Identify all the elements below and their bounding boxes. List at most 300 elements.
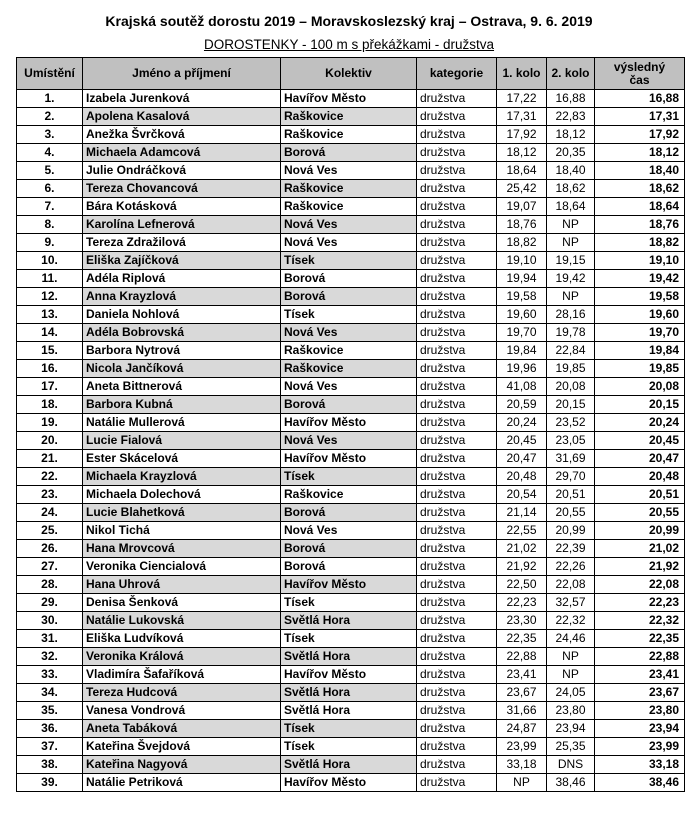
final-time-cell: 23,67 — [595, 684, 685, 702]
final-time-cell: 20,24 — [595, 414, 685, 432]
round2-cell: 16,88 — [547, 90, 595, 108]
name-cell: Eliška Zajíčková — [83, 252, 281, 270]
round1-cell: 19,10 — [497, 252, 547, 270]
table-row — [17, 612, 685, 630]
round1-cell: 33,18 — [497, 756, 547, 774]
round2-cell: NP — [547, 234, 595, 252]
rank-cell: 18. — [17, 396, 83, 414]
round2-cell: 22,83 — [547, 108, 595, 126]
round2-cell: 23,52 — [547, 414, 595, 432]
category-cell: družstva — [417, 198, 497, 216]
col-header-category: kategorie — [417, 58, 497, 90]
round2-cell: 24,46 — [547, 630, 595, 648]
team-cell: Raškovice — [281, 342, 417, 360]
table-row — [17, 756, 685, 774]
rank-cell: 35. — [17, 702, 83, 720]
name-cell: Kateřina Švejdová — [83, 738, 281, 756]
col-header-round1: 1. kolo — [497, 58, 547, 90]
round2-cell: 38,46 — [547, 774, 595, 792]
name-cell: Apolena Kasalová — [83, 108, 281, 126]
round1-cell: 21,14 — [497, 504, 547, 522]
rank-cell: 3. — [17, 126, 83, 144]
round1-cell: 19,96 — [497, 360, 547, 378]
round1-cell: NP — [497, 774, 547, 792]
rank-cell: 23. — [17, 486, 83, 504]
team-cell: Raškovice — [281, 108, 417, 126]
round1-cell: 20,24 — [497, 414, 547, 432]
table-row — [17, 702, 685, 720]
category-cell: družstva — [417, 288, 497, 306]
round2-cell: 19,42 — [547, 270, 595, 288]
rank-cell: 22. — [17, 468, 83, 486]
rank-cell: 32. — [17, 648, 83, 666]
name-cell: Aneta Tabáková — [83, 720, 281, 738]
team-cell: Světlá Hora — [281, 702, 417, 720]
team-cell: Borová — [281, 396, 417, 414]
col-header-final-line2: čas — [629, 72, 650, 87]
category-cell: družstva — [417, 666, 497, 684]
rank-cell: 9. — [17, 234, 83, 252]
final-time-cell: 17,92 — [595, 126, 685, 144]
category-cell: družstva — [417, 720, 497, 738]
table-row — [17, 252, 685, 270]
round2-cell: 22,84 — [547, 342, 595, 360]
table-row — [17, 648, 685, 666]
round1-cell: 23,41 — [497, 666, 547, 684]
table-row — [17, 432, 685, 450]
rank-cell: 36. — [17, 720, 83, 738]
name-cell: Tereza Zdražilová — [83, 234, 281, 252]
rank-cell: 31. — [17, 630, 83, 648]
round2-cell: 20,15 — [547, 396, 595, 414]
name-cell: Ester Skácelová — [83, 450, 281, 468]
name-cell: Tereza Chovancová — [83, 180, 281, 198]
round1-cell: 17,22 — [497, 90, 547, 108]
rank-cell: 19. — [17, 414, 83, 432]
rank-cell: 10. — [17, 252, 83, 270]
team-cell: Světlá Hora — [281, 684, 417, 702]
final-time-cell: 22,32 — [595, 612, 685, 630]
name-cell: Julie Ondráčková — [83, 162, 281, 180]
final-time-cell: 20,45 — [595, 432, 685, 450]
name-cell: Hana Mrovcová — [83, 540, 281, 558]
final-time-cell: 20,48 — [595, 468, 685, 486]
team-cell: Havířov Město — [281, 774, 417, 792]
round2-cell: 28,16 — [547, 306, 595, 324]
round1-cell: 23,30 — [497, 612, 547, 630]
final-time-cell: 16,88 — [595, 90, 685, 108]
name-cell: Aneta Bittnerová — [83, 378, 281, 396]
table-row — [17, 396, 685, 414]
rank-cell: 6. — [17, 180, 83, 198]
team-cell: Havířov Město — [281, 666, 417, 684]
name-cell: Lucie Fialová — [83, 432, 281, 450]
name-cell: Natálie Petriková — [83, 774, 281, 792]
final-time-cell: 18,76 — [595, 216, 685, 234]
team-cell: Raškovice — [281, 360, 417, 378]
table-row — [17, 216, 685, 234]
team-cell: Borová — [281, 540, 417, 558]
final-time-cell: 22,88 — [595, 648, 685, 666]
table-row — [17, 126, 685, 144]
table-row — [17, 720, 685, 738]
team-cell: Borová — [281, 288, 417, 306]
round2-cell: 18,64 — [547, 198, 595, 216]
round1-cell: 19,60 — [497, 306, 547, 324]
category-cell: družstva — [417, 252, 497, 270]
team-cell: Borová — [281, 558, 417, 576]
round1-cell: 22,55 — [497, 522, 547, 540]
final-time-cell: 18,12 — [595, 144, 685, 162]
round1-cell: 20,59 — [497, 396, 547, 414]
table-row — [17, 666, 685, 684]
name-cell: Hana Uhrová — [83, 576, 281, 594]
round1-cell: 25,42 — [497, 180, 547, 198]
final-time-cell: 18,82 — [595, 234, 685, 252]
table-row — [17, 288, 685, 306]
round2-cell: 20,99 — [547, 522, 595, 540]
round2-cell: 22,39 — [547, 540, 595, 558]
rank-cell: 33. — [17, 666, 83, 684]
team-cell: Nová Ves — [281, 378, 417, 396]
round1-cell: 17,31 — [497, 108, 547, 126]
table-row — [17, 486, 685, 504]
category-cell: družstva — [417, 234, 497, 252]
table-row — [17, 738, 685, 756]
table-row — [17, 90, 685, 108]
team-cell: Tísek — [281, 468, 417, 486]
round2-cell: NP — [547, 666, 595, 684]
category-cell: družstva — [417, 540, 497, 558]
team-cell: Nová Ves — [281, 234, 417, 252]
rank-cell: 25. — [17, 522, 83, 540]
round2-cell: NP — [547, 648, 595, 666]
round2-cell: 22,08 — [547, 576, 595, 594]
name-cell: Anna Krayzlová — [83, 288, 281, 306]
category-cell: družstva — [417, 162, 497, 180]
team-cell: Raškovice — [281, 180, 417, 198]
name-cell: Michaela Dolechová — [83, 486, 281, 504]
round2-cell: 20,55 — [547, 504, 595, 522]
name-cell: Veronika Králová — [83, 648, 281, 666]
category-cell: družstva — [417, 144, 497, 162]
table-row — [17, 360, 685, 378]
rank-cell: 28. — [17, 576, 83, 594]
category-cell: družstva — [417, 360, 497, 378]
category-cell: družstva — [417, 90, 497, 108]
category-cell: družstva — [417, 342, 497, 360]
final-time-cell: 19,58 — [595, 288, 685, 306]
round2-cell: NP — [547, 288, 595, 306]
rank-cell: 16. — [17, 360, 83, 378]
final-time-cell: 19,10 — [595, 252, 685, 270]
round1-cell: 19,94 — [497, 270, 547, 288]
name-cell: Denisa Šenková — [83, 594, 281, 612]
category-cell: družstva — [417, 306, 497, 324]
final-time-cell: 20,99 — [595, 522, 685, 540]
table-row — [17, 450, 685, 468]
rank-cell: 11. — [17, 270, 83, 288]
rank-cell: 4. — [17, 144, 83, 162]
round1-cell: 20,45 — [497, 432, 547, 450]
rank-cell: 5. — [17, 162, 83, 180]
round2-cell: NP — [547, 216, 595, 234]
rank-cell: 30. — [17, 612, 83, 630]
final-time-cell: 18,62 — [595, 180, 685, 198]
round1-cell: 20,47 — [497, 450, 547, 468]
team-cell: Světlá Hora — [281, 756, 417, 774]
round1-cell: 19,84 — [497, 342, 547, 360]
team-cell: Raškovice — [281, 486, 417, 504]
name-cell: Daniela Nohlová — [83, 306, 281, 324]
final-time-cell: 19,70 — [595, 324, 685, 342]
final-time-cell: 19,85 — [595, 360, 685, 378]
table-row — [17, 522, 685, 540]
col-header-team: Kolektiv — [281, 58, 417, 90]
round1-cell: 31,66 — [497, 702, 547, 720]
round1-cell: 22,88 — [497, 648, 547, 666]
col-header-final — [595, 58, 685, 90]
round2-cell: 18,12 — [547, 126, 595, 144]
final-time-cell: 20,47 — [595, 450, 685, 468]
final-time-cell: 19,60 — [595, 306, 685, 324]
table-row — [17, 558, 685, 576]
name-cell: Michaela Adamcová — [83, 144, 281, 162]
category-cell: družstva — [417, 378, 497, 396]
round2-cell: 20,35 — [547, 144, 595, 162]
round2-cell: 23,05 — [547, 432, 595, 450]
final-time-cell: 23,94 — [595, 720, 685, 738]
col-header-name: Jméno a příjmení — [83, 58, 281, 90]
category-cell: družstva — [417, 504, 497, 522]
final-time-cell: 19,42 — [595, 270, 685, 288]
name-cell: Michaela Krayzlová — [83, 468, 281, 486]
table-row — [17, 774, 685, 792]
table-row — [17, 576, 685, 594]
table-row — [17, 144, 685, 162]
rank-cell: 12. — [17, 288, 83, 306]
category-cell: družstva — [417, 756, 497, 774]
final-time-cell: 19,84 — [595, 342, 685, 360]
category-cell: družstva — [417, 180, 497, 198]
col-header-round2: 2. kolo — [547, 58, 595, 90]
rank-cell: 39. — [17, 774, 83, 792]
name-cell: Adéla Riplová — [83, 270, 281, 288]
team-cell: Havířov Město — [281, 450, 417, 468]
round1-cell: 17,92 — [497, 126, 547, 144]
team-cell: Havířov Město — [281, 90, 417, 108]
name-cell: Natálie Lukovská — [83, 612, 281, 630]
round1-cell: 41,08 — [497, 378, 547, 396]
team-cell: Nová Ves — [281, 522, 417, 540]
final-time-cell: 21,92 — [595, 558, 685, 576]
round2-cell: 31,69 — [547, 450, 595, 468]
category-cell: družstva — [417, 216, 497, 234]
round1-cell: 20,54 — [497, 486, 547, 504]
team-cell: Raškovice — [281, 198, 417, 216]
round1-cell: 19,58 — [497, 288, 547, 306]
team-cell: Tísek — [281, 594, 417, 612]
team-cell: Borová — [281, 270, 417, 288]
team-cell: Tísek — [281, 738, 417, 756]
final-time-cell: 22,35 — [595, 630, 685, 648]
final-time-cell: 20,55 — [595, 504, 685, 522]
page-subtitle: DOROSTENKY - 100 m s překážkami - družstva — [203, 37, 495, 52]
team-cell: Tísek — [281, 306, 417, 324]
rank-cell: 21. — [17, 450, 83, 468]
table-row — [17, 108, 685, 126]
round2-cell: 20,08 — [547, 378, 595, 396]
results-table — [16, 57, 685, 792]
round1-cell: 18,64 — [497, 162, 547, 180]
final-time-cell: 18,64 — [595, 198, 685, 216]
final-time-cell: 21,02 — [595, 540, 685, 558]
round2-cell: 22,26 — [547, 558, 595, 576]
final-time-cell: 20,08 — [595, 378, 685, 396]
round2-cell: DNS — [547, 756, 595, 774]
team-cell: Nová Ves — [281, 324, 417, 342]
final-time-cell: 20,51 — [595, 486, 685, 504]
rank-cell: 7. — [17, 198, 83, 216]
table-row — [17, 198, 685, 216]
round1-cell: 20,48 — [497, 468, 547, 486]
name-cell: Nikol Tichá — [83, 522, 281, 540]
name-cell: Natálie Mullerová — [83, 414, 281, 432]
rank-cell: 15. — [17, 342, 83, 360]
category-cell: družstva — [417, 432, 497, 450]
table-row — [17, 540, 685, 558]
table-row — [17, 468, 685, 486]
round1-cell: 19,70 — [497, 324, 547, 342]
table-row — [17, 378, 685, 396]
table-row — [17, 594, 685, 612]
category-cell: družstva — [417, 738, 497, 756]
name-cell: Anežka Švrčková — [83, 126, 281, 144]
team-cell: Tísek — [281, 252, 417, 270]
round2-cell: 19,85 — [547, 360, 595, 378]
round1-cell: 22,50 — [497, 576, 547, 594]
table-row — [17, 162, 685, 180]
round2-cell: 25,35 — [547, 738, 595, 756]
name-cell: Barbora Kubná — [83, 396, 281, 414]
round2-cell: 19,15 — [547, 252, 595, 270]
final-time-cell: 20,15 — [595, 396, 685, 414]
team-cell: Nová Ves — [281, 432, 417, 450]
rank-cell: 20. — [17, 432, 83, 450]
category-cell: družstva — [417, 522, 497, 540]
rank-cell: 14. — [17, 324, 83, 342]
col-header-rank: Umístění — [17, 58, 83, 90]
category-cell: družstva — [417, 630, 497, 648]
team-cell: Tísek — [281, 720, 417, 738]
page-title: Krajská soutěž dorostu 2019 – Moravskoslezský kraj – Ostrava, 9. 6. 2019 — [105, 13, 593, 29]
category-cell: družstva — [417, 126, 497, 144]
rank-cell: 8. — [17, 216, 83, 234]
rank-cell: 13. — [17, 306, 83, 324]
round1-cell: 18,12 — [497, 144, 547, 162]
team-cell: Nová Ves — [281, 216, 417, 234]
table-row — [17, 414, 685, 432]
table-row — [17, 342, 685, 360]
round2-cell: 23,94 — [547, 720, 595, 738]
final-time-cell: 23,41 — [595, 666, 685, 684]
final-time-cell: 22,08 — [595, 576, 685, 594]
team-cell: Světlá Hora — [281, 612, 417, 630]
final-time-cell: 18,40 — [595, 162, 685, 180]
final-time-cell: 22,23 — [595, 594, 685, 612]
category-cell: družstva — [417, 684, 497, 702]
name-cell: Izabela Jurenková — [83, 90, 281, 108]
team-cell: Havířov Město — [281, 576, 417, 594]
name-cell: Barbora Nytrová — [83, 342, 281, 360]
name-cell: Kateřina Nagyová — [83, 756, 281, 774]
table-row — [17, 504, 685, 522]
team-cell: Nová Ves — [281, 162, 417, 180]
round2-cell: 22,32 — [547, 612, 595, 630]
round2-cell: 18,62 — [547, 180, 595, 198]
round1-cell: 22,35 — [497, 630, 547, 648]
col-header-final-line1: výsledný — [613, 59, 666, 74]
name-cell: Vanesa Vondrová — [83, 702, 281, 720]
category-cell: družstva — [417, 702, 497, 720]
table-row — [17, 684, 685, 702]
team-cell: Světlá Hora — [281, 648, 417, 666]
round1-cell: 21,92 — [497, 558, 547, 576]
category-cell: družstva — [417, 486, 497, 504]
round1-cell: 23,99 — [497, 738, 547, 756]
final-time-cell: 38,46 — [595, 774, 685, 792]
round1-cell: 18,82 — [497, 234, 547, 252]
rank-cell: 24. — [17, 504, 83, 522]
table-header-row — [17, 58, 685, 90]
category-cell: družstva — [417, 558, 497, 576]
category-cell: družstva — [417, 450, 497, 468]
team-cell: Tísek — [281, 630, 417, 648]
team-cell: Havířov Město — [281, 414, 417, 432]
rank-cell: 29. — [17, 594, 83, 612]
table-row — [17, 324, 685, 342]
rank-cell: 1. — [17, 90, 83, 108]
category-cell: družstva — [417, 414, 497, 432]
team-cell: Borová — [281, 144, 417, 162]
category-cell: družstva — [417, 594, 497, 612]
final-time-cell: 33,18 — [595, 756, 685, 774]
category-cell: družstva — [417, 576, 497, 594]
round2-cell: 23,80 — [547, 702, 595, 720]
round2-cell: 32,57 — [547, 594, 595, 612]
rank-cell: 34. — [17, 684, 83, 702]
category-cell: družstva — [417, 468, 497, 486]
name-cell: Bára Kotásková — [83, 198, 281, 216]
rank-cell: 26. — [17, 540, 83, 558]
round1-cell: 23,67 — [497, 684, 547, 702]
rank-cell: 17. — [17, 378, 83, 396]
table-row — [17, 306, 685, 324]
name-cell: Adéla Bobrovská — [83, 324, 281, 342]
round2-cell: 18,40 — [547, 162, 595, 180]
final-time-cell: 23,80 — [595, 702, 685, 720]
name-cell: Tereza Hudcová — [83, 684, 281, 702]
rank-cell: 37. — [17, 738, 83, 756]
team-cell: Borová — [281, 504, 417, 522]
name-cell: Veronika Ciencialová — [83, 558, 281, 576]
name-cell: Lucie Blahetková — [83, 504, 281, 522]
name-cell: Vladimíra Šafaříková — [83, 666, 281, 684]
round2-cell: 29,70 — [547, 468, 595, 486]
team-cell: Raškovice — [281, 126, 417, 144]
category-cell: družstva — [417, 324, 497, 342]
table-row — [17, 630, 685, 648]
